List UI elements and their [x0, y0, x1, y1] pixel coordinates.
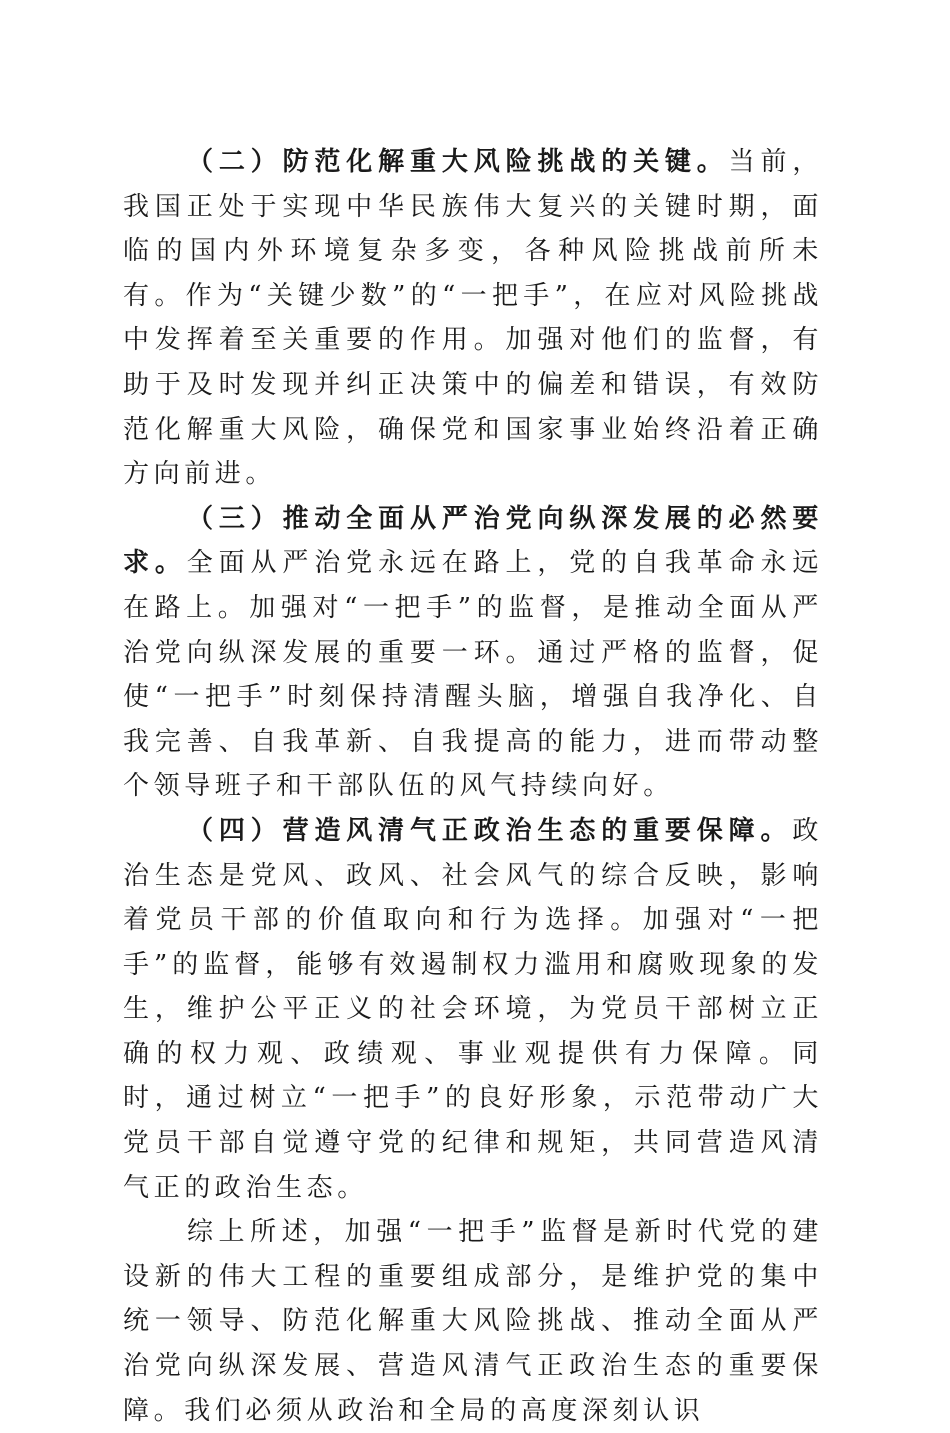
section-heading: （四）营造风清气正政治生态的重要保障。 — [187, 815, 793, 846]
paragraph-body: 当前，我国正处于实现中华民族伟大复兴的关键时期，面临的国内外环境复杂多变，各种风险挑战前所未有。作为“关键少数”的“一把手”，在应对风险挑战中发挥着至关重要的作用。加强对他们的监督，有助于及时发现并纠正决策中的偏差和错误，有效防范化解重大风险，确保党和国家事业始终沿着正确方向前进。 — [123, 147, 823, 490]
paragraph-body: 全面从严治党永远在路上，党的自我革命永远在路上。加强对“一把手”的监督，是推动全面从严治党向纵深发展的重要一环。通过严格的监督，促使“一把手”时刻保持清醒头脑，增强自我净化、自我完善、自我革新、自我提高的能力，进而带动整个领导班子和干部队伍的风气持续向好。 — [123, 548, 823, 802]
paragraph-body: 政治生态是党风、政风、社会风气的综合反映，影响着党员干部的价值取向和行为选择。加强对“一把手”的监督，能够有效遏制权力滥用和腐败现象的发生，维护公平正义的社会环境，为党员干部树立正确的权力观、政绩观、事业观提供有力保障。同时，通过树立“一把手”的良好形象，示范带动广大党员干部自觉遵守党的纪律和规矩，共同营造风清气正的政治生态。 — [123, 815, 823, 1203]
section-heading: （二）防范化解重大风险挑战的关键。 — [187, 147, 729, 177]
section-heading: （三）推动全面从严治党向纵深发展的必然要求。 — [123, 503, 823, 579]
paragraph-section-3 — [123, 497, 823, 809]
paragraph-body: 综上所述，加强“一把手”监督是新时代党的建设新的伟大工程的重要组成部分，是维护党的集中统一领导、防范化解重大风险挑战、推动全面从严治党向纵深发展、营造风清气正政治生态的重要保障。我们必须从政治和全局的高度深刻认识 — [123, 1217, 823, 1426]
paragraph-conclusion — [123, 1210, 823, 1433]
paragraph-section-4 — [123, 809, 823, 1210]
paragraph-section-2 — [123, 140, 823, 497]
document-page — [123, 140, 823, 1433]
